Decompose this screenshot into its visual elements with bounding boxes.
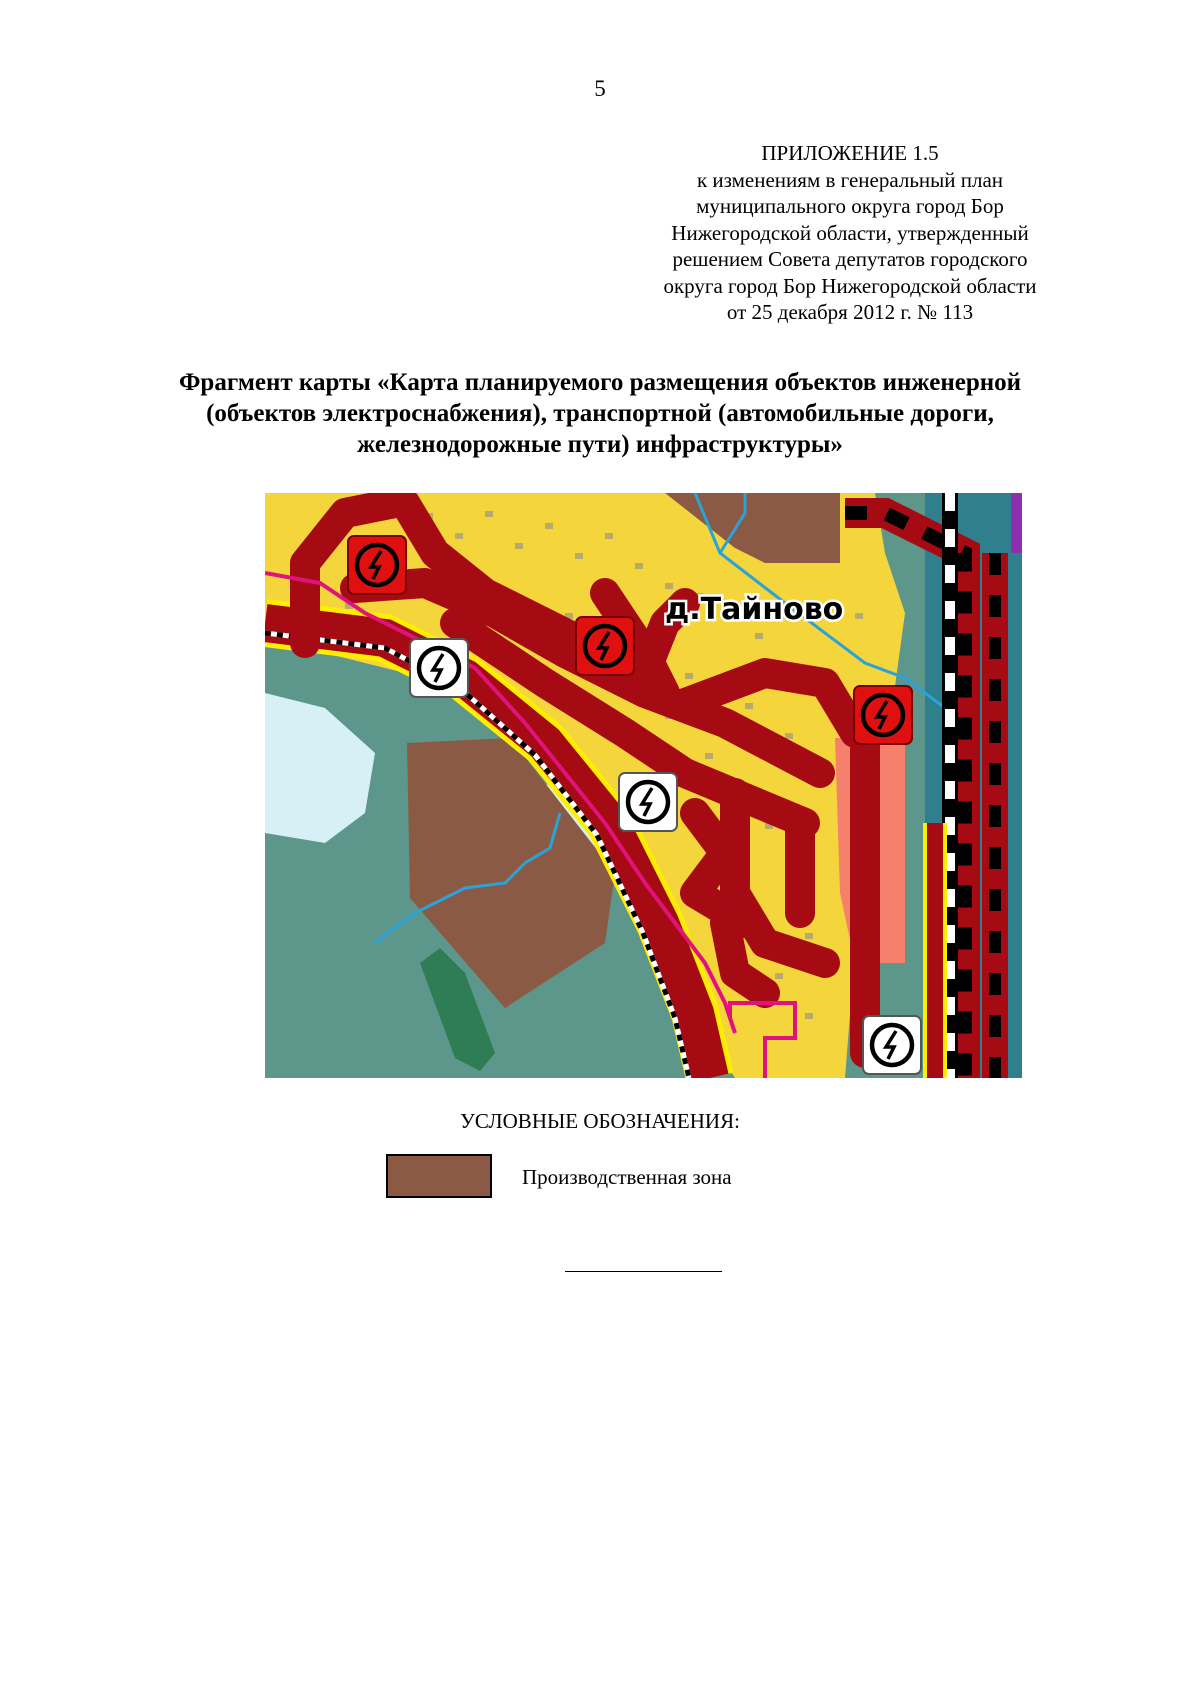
power-substation-icon <box>410 639 468 697</box>
document-title <box>100 367 1100 460</box>
power-substation-icon <box>854 686 912 744</box>
appendix-line: округа город Бор Нижегородской области <box>663 273 1037 298</box>
appendix-line: муниципального округа город Бор <box>696 194 1004 218</box>
appendix-block <box>590 140 1110 326</box>
legend-label: Производственная зона <box>522 1165 732 1189</box>
power-substation-icon <box>863 1016 921 1074</box>
appendix-line: решением Совета депутатов городского <box>672 247 1028 271</box>
special-zone <box>1011 493 1022 553</box>
place-label: д.Тайново <box>665 592 844 627</box>
map-canvas <box>265 493 1022 1078</box>
end-rule <box>565 1271 722 1272</box>
power-substation-icon <box>619 773 677 831</box>
title-line: железнодорожные пути) инфраструктуры» <box>357 431 843 458</box>
power-substation-icon <box>348 536 406 594</box>
map-fragment <box>265 493 1022 1078</box>
power-substation-icon <box>576 617 634 675</box>
appendix-line: ПРИЛОЖЕНИЕ 1.5 <box>761 141 939 165</box>
title-line: Фрагмент карты «Карта планируемого размещения объектов инженерной <box>178 369 1022 396</box>
title-line: (объектов электроснабжения), транспортной (автомобильные дороги, <box>206 400 994 427</box>
appendix-line: Нижегородской области, утвержденный <box>671 220 1029 245</box>
legend-heading: УСЛОВНЫЕ ОБОЗНАЧЕНИЯ: <box>460 1109 740 1133</box>
appendix-line: от 25 декабря 2012 г. № 113 <box>726 300 974 324</box>
page-number: 5 <box>594 76 606 101</box>
legend-swatch-industrial <box>386 1154 492 1198</box>
appendix-line: к изменениям в генеральный план <box>696 167 1004 192</box>
